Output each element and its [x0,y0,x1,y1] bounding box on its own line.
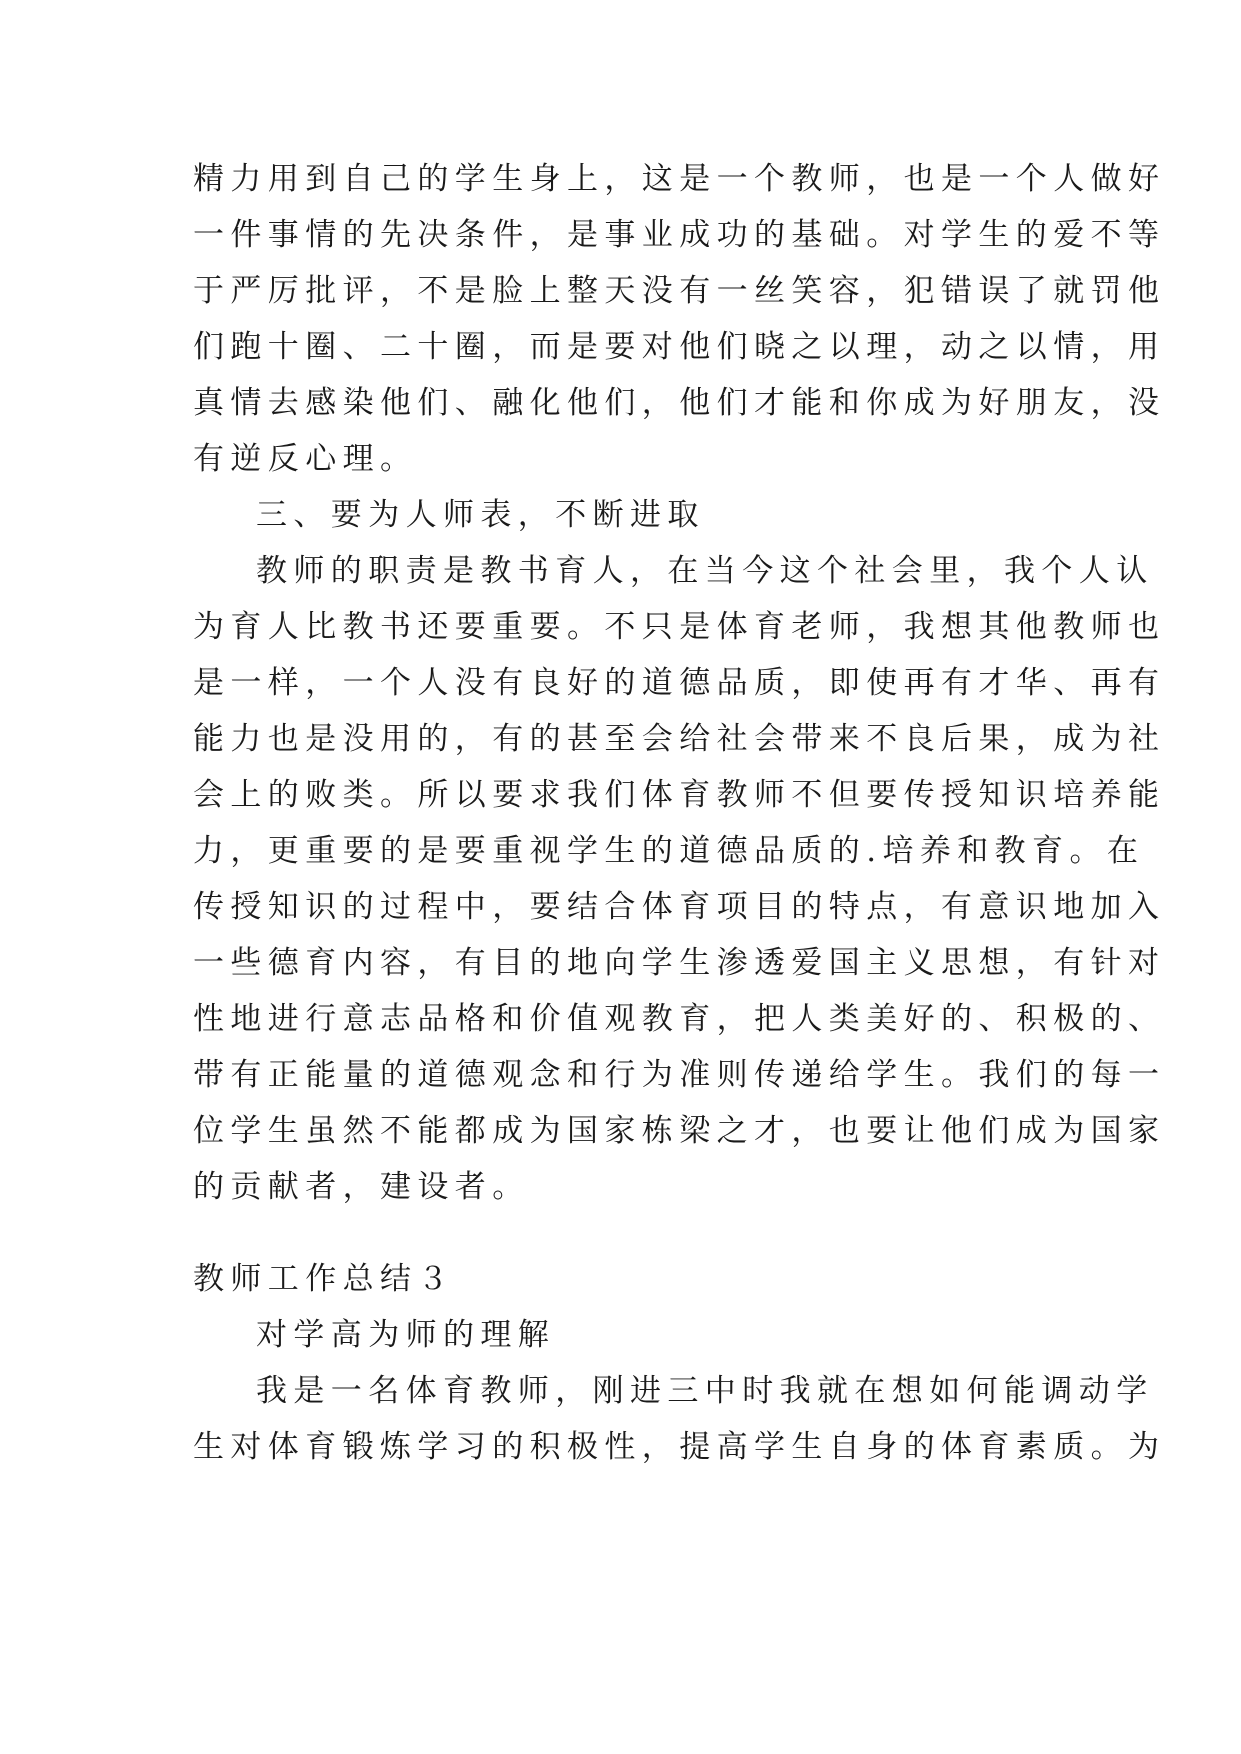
text-line: 是一样，一个人没有良好的道德品质，即使再有才华、再有 [193,665,1166,701]
text-line: 有逆反心理。 [193,441,418,477]
text-line: 位学生虽然不能都成为国家栋梁之才，也要让他们成为国家 [193,1113,1166,1149]
section-title: 教师工作总结３ [193,1261,455,1297]
text-line: 生对体育锻炼学习的积极性，提高学生自身的体育素质。为 [193,1429,1166,1465]
text-line: 一件事情的先决条件，是事业成功的基础。对学生的爱不等 [193,217,1166,253]
section-heading: 三、要为人师表，不断进取 [256,497,705,533]
text-line: 为育人比教书还要重要。不只是体育老师，我想其他教师也 [193,609,1166,645]
subheading: 对学高为师的理解 [256,1317,556,1353]
text-line: 带有正能量的道德观念和行为准则传递给学生。我们的每一 [193,1057,1166,1093]
text-line: 于严厉批评，不是脸上整天没有一丝笑容，犯错误了就罚他 [193,273,1166,309]
text-line: 会上的败类。所以要求我们体育教师不但要传授知识培养能 [193,777,1166,813]
text-line: 教师的职责是教书育人，在当今这个社会里，我个人认 [256,553,1154,589]
text-line: 真情去感染他们、融化他们，他们才能和你成为好朋友，没 [193,385,1166,421]
text-line: 力，更重要的是要重视学生的道德品质的.培养和教育。在 [193,833,1145,869]
text-line: 性地进行意志品格和价值观教育，把人类美好的、积极的、 [193,1001,1166,1037]
text-line: 的贡献者，建设者。 [193,1169,530,1205]
text-line: 一些德育内容，有目的地向学生渗透爱国主义思想，有针对 [193,945,1166,981]
text-line: 传授知识的过程中，要结合体育项目的特点，有意识地加入 [193,889,1166,925]
text-line: 们跑十圈、二十圈，而是要对他们晓之以理，动之以情，用 [193,329,1166,365]
text-line: 精力用到自己的学生身上，这是一个教师，也是一个人做好 [193,161,1166,197]
text-line: 能力也是没用的，有的甚至会给社会带来不良后果，成为社 [193,721,1166,757]
text-line: 我是一名体育教师，刚进三中时我就在想如何能调动学 [256,1373,1154,1409]
